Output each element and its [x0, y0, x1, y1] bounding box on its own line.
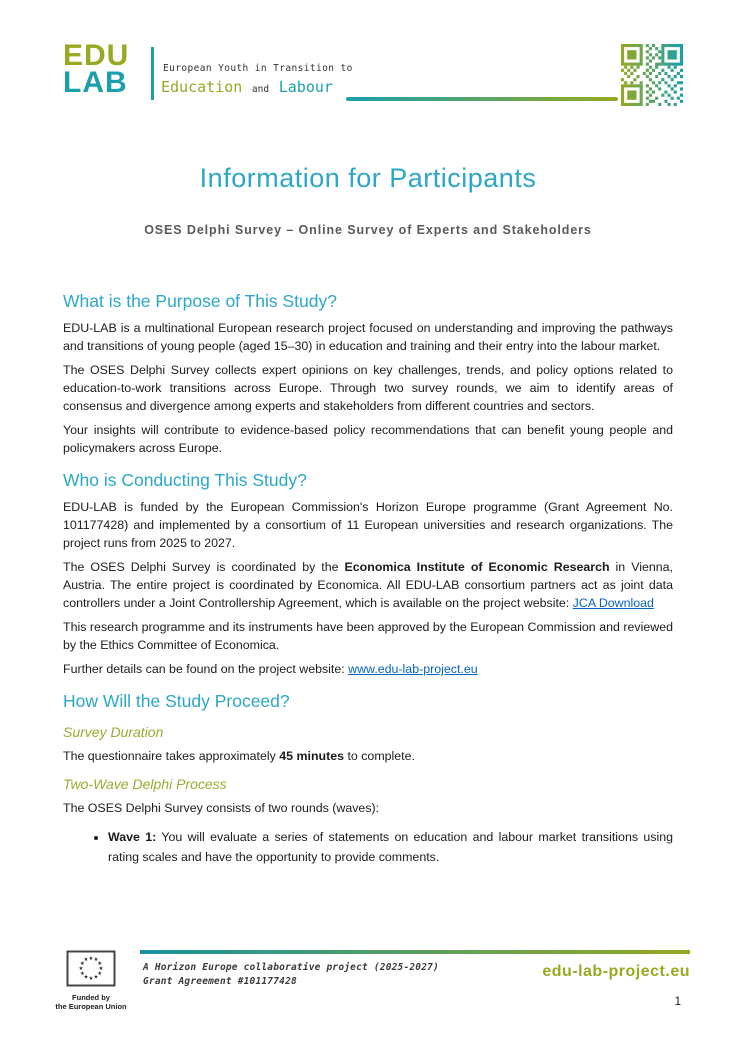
section-heading-purpose: What is the Purpose of This Study? — [63, 291, 337, 311]
tagline-education: Education — [161, 78, 243, 96]
logo-divider — [151, 47, 154, 100]
project-website-link[interactable]: www.edu-lab-project.eu — [348, 662, 478, 676]
svg-text:★: ★ — [79, 970, 85, 977]
svg-text:★: ★ — [88, 975, 94, 982]
paragraph-purpose-3: Your insights will contribute to evidence-based policy recommendations that can benefit young people and policymakers across Europe. — [63, 423, 673, 455]
funded-by-line1: Funded by — [72, 993, 110, 1002]
edu-lab-logo — [63, 39, 130, 99]
text-span: The OSES Delphi Survey is coordinated by the — [63, 560, 345, 574]
subheading-two-wave: Two-Wave Delphi Process — [63, 776, 227, 792]
text-span: The questionnaire takes approximately — [63, 749, 280, 763]
paragraph-two-wave-intro: The OSES Delphi Survey consists of two rounds (waves): — [63, 801, 380, 815]
jca-download-link[interactable]: JCA Download — [572, 596, 654, 610]
qr-code-icon — [621, 44, 683, 106]
svg-text:★: ★ — [98, 965, 104, 972]
eu-funding-caption — [49, 993, 133, 1011]
svg-text:★: ★ — [88, 955, 94, 962]
svg-text:★: ★ — [79, 960, 85, 967]
paragraph-conducting-4 — [63, 660, 673, 678]
footer-project-line2: Grant Agreement #101177428 — [143, 976, 297, 987]
paragraph-duration — [63, 747, 673, 765]
footer-project-line1: A Horizon Europe collaborative project (2025-2027) — [143, 962, 439, 973]
svg-text:★: ★ — [97, 960, 103, 967]
header-gradient-rule — [346, 97, 618, 101]
section-heading-conducting: Who is Conducting This Study? — [63, 470, 307, 490]
economica-bold-text: Economica Institute of Economic Research — [344, 560, 610, 574]
paragraph-purpose-1: EDU-LAB is a multinational European research project focused on understanding and improving the pathways and transitions of young people (aged 15–30) in education and training and their entry into the labour market. — [63, 321, 673, 353]
logo-tagline-line1: European Youth in Transition to — [163, 63, 353, 74]
svg-text:★: ★ — [83, 957, 89, 964]
text-span: to complete. — [344, 749, 415, 763]
svg-text:★: ★ — [78, 965, 84, 972]
wave1-bold-text: Wave 1: — [108, 830, 157, 844]
svg-text:★: ★ — [93, 974, 99, 981]
text-span: in Vienna, Austria. The entire project is coordinated by Economica. All EDU-LAB consortium partners act as joint data controllers under a Joint Controllership Agreement, which is available on the project website: — [63, 560, 673, 610]
tagline-and: and — [251, 84, 270, 95]
logo-edu-text: EDU — [63, 39, 130, 72]
paragraph-purpose-2: The OSES Delphi Survey collects expert opinions on key challenges, trends, and policy options related to education-to-work transitions across Europe. Through two survey rounds, we aim to identify areas of consensus and divergence among experts and stakeholders from different countries and sectors. — [63, 363, 673, 413]
text-span: You will evaluate a series of statements on education and labour market transitions using rating scales and have the opportunity to provide comments. — [108, 830, 673, 864]
subheading-survey-duration: Survey Duration — [63, 724, 164, 740]
paragraph-conducting-1: EDU-LAB is funded by the European Commission's Horizon Europe programme (Grant Agreement No. 101177428) and implemented by a consortium of 11 European universities and research organizations. The project runs from 2025 to 2027. — [63, 500, 673, 550]
tagline-labour: Labour — [278, 78, 333, 96]
logo-lab-text: LAB — [63, 66, 128, 99]
footer-project-info — [143, 961, 439, 989]
wave-list — [63, 827, 673, 867]
text-span: Further details can be found on the project website: — [63, 662, 349, 676]
paragraph-conducting-3: This research programme and its instruments have been approved by the European Commission and reviewed by the Ethics Committee of Economica. — [63, 620, 673, 652]
duration-bold-text: 45 minutes — [279, 749, 345, 763]
svg-text:★: ★ — [97, 970, 103, 977]
page-number: 1 — [674, 996, 681, 1008]
svg-text:★: ★ — [93, 957, 99, 964]
document-body — [63, 160, 673, 867]
page-subtitle: OSES Delphi Survey – Online Survey of Experts and Stakeholders — [144, 223, 592, 237]
logo-tagline-line2 — [161, 77, 333, 96]
funded-by-line2: the European Union — [55, 1002, 127, 1011]
eu-flag-icon — [66, 950, 116, 988]
footer-gradient-rule — [140, 950, 690, 954]
section-heading-proceed: How Will the Study Proceed? — [63, 691, 290, 711]
paragraph-conducting-2 — [63, 558, 673, 612]
list-item-wave1 — [108, 827, 673, 867]
svg-text:★: ★ — [83, 974, 89, 981]
page-title: Information for Participants — [199, 163, 537, 193]
footer-website: edu-lab-project.eu — [542, 963, 690, 980]
